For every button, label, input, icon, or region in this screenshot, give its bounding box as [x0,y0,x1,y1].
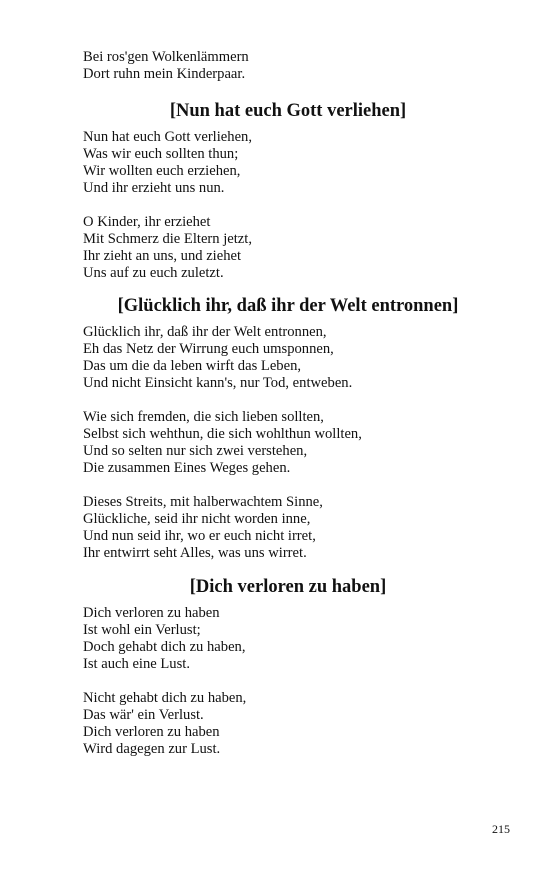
verse-line: Das um die da leben wirft das Leben, [83,358,302,374]
verse-line: Und nicht Einsicht kann's, nur Tod, entweben. [83,375,353,391]
verse-line: Wie sich fremden, die sich lieben sollten, [83,409,324,425]
verse-line: Uns auf zu euch zuletzt. [83,265,224,281]
poem [83,294,493,562]
verse-line: O Kinder, ihr erziehet [83,214,211,230]
verse-line: Ist wohl ein Verlust; [83,622,201,638]
stanza [83,324,493,392]
verse-line: Glückliche, seid ihr nicht worden inne, [83,511,311,527]
verse-line: Glücklich ihr, daß ihr der Welt entronnen, [83,324,327,340]
stanza [83,605,493,673]
page-content [83,49,493,758]
verse-line: Bei ros'gen Wolkenlämmern [83,49,249,65]
verse-line: Dort ruhn mein Kinderpaar. [83,66,246,82]
verse-line: Die zusammen Eines Weges gehen. [83,460,291,476]
verse-line: Nicht gehabt dich zu haben, [83,690,247,706]
verse-line: Was wir euch sollten thun; [83,146,239,162]
verse-line: Dich verloren zu haben [83,724,220,740]
poem [83,575,493,758]
stanza [83,49,493,83]
poem [83,99,493,282]
poem-fragment [83,49,493,83]
verse-line: Ist auch eine Lust. [83,656,190,672]
stanza [83,129,493,197]
poem-title: [Nun hat euch Gott verliehen] [169,101,407,121]
verse-line: Doch gehabt dich zu haben, [83,639,246,655]
stanza [83,214,493,282]
verse-line: Ihr entwirrt seht Alles, was uns wirret. [83,545,307,561]
verse-line: Und nun seid ihr, wo er euch nicht irret, [83,528,316,544]
verse-line: Eh das Netz der Wirrung euch umsponnen, [83,341,334,357]
verse-line: Selbst sich wehthun, die sich wohlthun wollten, [83,426,362,442]
verse-line: Und so selten nur sich zwei verstehen, [83,443,308,459]
verse-line: Wir wollten euch erziehen, [83,163,241,179]
poem-title: [Glücklich ihr, daß ihr der Welt entronnen] [117,296,459,316]
stanza [83,690,493,758]
stanza [83,494,493,562]
verse-line: Wird dagegen zur Lust. [83,741,221,757]
verse-line: Das wär' ein Verlust. [83,707,204,723]
verse-line: Mit Schmerz die Eltern jetzt, [83,231,252,247]
page-number: 215 [492,822,510,836]
verse-line: Ihr zieht an uns, und ziehet [83,248,242,264]
verse-line: Dieses Streits, mit halberwachtem Sinne, [83,494,323,510]
verse-line: Dich verloren zu haben [83,605,220,621]
poem-title: [Dich verloren zu haben] [189,577,387,597]
verse-line: Und ihr erzieht uns nun. [83,180,225,196]
stanza [83,409,493,477]
verse-line: Nun hat euch Gott verliehen, [83,129,252,145]
